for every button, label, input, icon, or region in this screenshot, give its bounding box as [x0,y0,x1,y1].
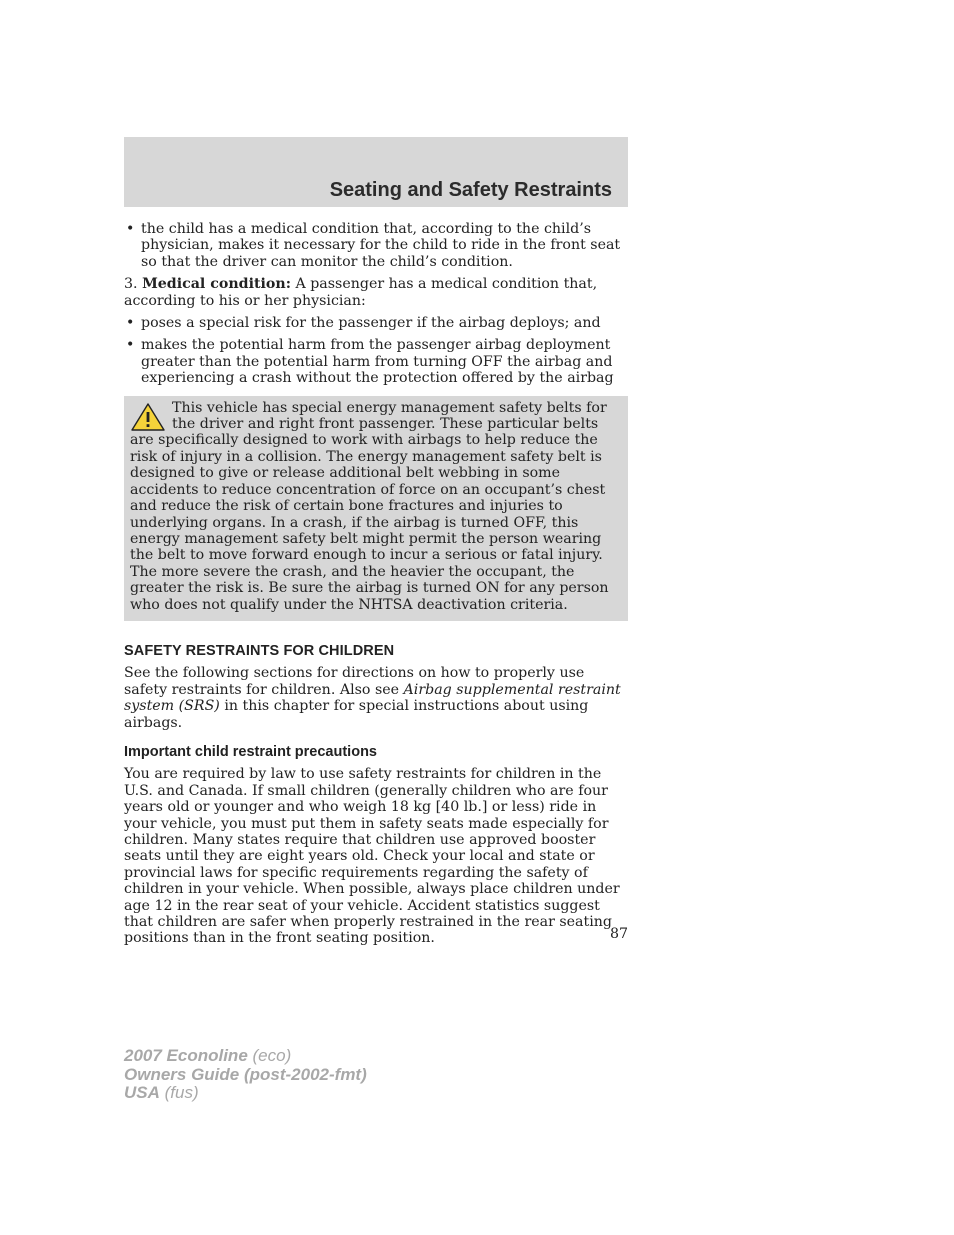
bullet-text: poses a special risk for the passenger if the airbag deploys; and [141,315,601,332]
warning-box [124,396,628,621]
document-footer [124,1047,367,1103]
bullet-glyph: • [126,337,135,354]
footer-guide: Owners Guide (post-2002-fmt) [124,1064,367,1084]
footer-market: USA [124,1083,160,1102]
footer-line-1 [124,1047,367,1066]
bullet-text: the child has a medical condition that, according to the child’s physician, makes it necessary for the child to ride in the front seat so that the driver can monitor the child’s condition. [141,221,621,270]
page-number: 87 [609,926,628,942]
section-heading: SAFETY RESTRAINTS FOR CHILDREN [124,642,395,659]
bullet-item [124,315,628,331]
subsection-paragraph: You are required by law to use safety restraints for children in the U.S. and Canada. If small children (generally children who are four years old or younger and who weigh 18 kg [40 lb.] or less) ride in your vehicle, you must put them in safety seats made especially for children. Many states require that children use approved booster seats until they are eight years old. Check your local and state or provincial laws for specific requirements regarding the safety of children in your vehicle. When possible, always place children under age 12 in the rear seat of your vehicle. Accident statistics suggest that children are safer when properly restrained in the rear seating positions than in the front seating position. [124,766,620,947]
bullet-glyph: • [126,315,135,332]
medical-condition-label: Medical condition: [142,276,291,293]
footer-model-code: (eco) [252,1046,292,1065]
footer-line-2 [124,1066,367,1085]
section-paragraph [124,665,628,731]
page-content [124,221,628,953]
section-text-before: See the following sections for directions on how to properly use safety restraints for children. Also see [124,665,585,698]
section-text-after: in this chapter for special instructions about using airbags. [124,698,589,731]
list-number: 3. [124,276,138,293]
bullet-text: makes the potential harm from the passenger airbag deployment greater than the potential harm from turning OFF the airbag and experiencing a crash without the protection offered by the airbag [141,337,614,387]
chapter-title: Seating and Safety Restraints [329,179,612,201]
bullet-item [124,221,628,270]
chapter-header-band [124,137,628,207]
warning-text: This vehicle has special energy management safety belts for the driver and right front passenger. These particular belts are specifically designed to work with airbags to help reduce the risk of injury in a collision. The energy management safety belt is designed to give or release additional belt webbing in some accidents to reduce concentration of force on an occupant’s chest and reduce the risk of certain bone fractures and injuries to underlying organs. In a crash, if the airbag is turned OFF, this energy management safety belt might permit the person wearing the belt to move forward enough to incur a serious or fatal injury. The more severe the crash, and the heavier the occupant, the greater the risk is. Be sure the airbag is turned ON for any person who does not qualify under the NHTSA deactivation criteria. [130,399,609,613]
warning-triangle-icon [130,402,166,432]
medical-condition-paragraph [124,276,628,309]
medical-condition-text: A passenger has a medical condition that, according to his or her physician: [124,276,598,309]
srs-reference-link[interactable]: Airbag supplemental restraint system (SRS) [124,681,621,715]
bullet-item [124,337,628,386]
footer-line-3 [124,1084,367,1103]
subsection-heading: Important child restraint precautions [124,743,377,760]
footer-model: 2007 Econoline [124,1046,248,1065]
footer-market-code: (fus) [164,1083,199,1102]
bullet-glyph: • [126,221,135,237]
